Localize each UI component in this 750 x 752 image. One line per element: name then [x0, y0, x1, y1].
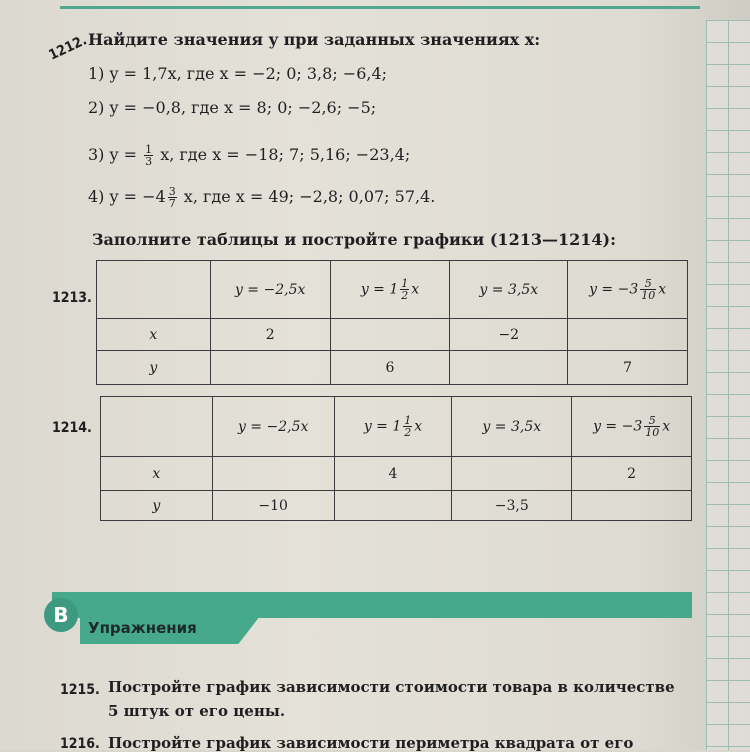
section-badge: B	[44, 598, 78, 632]
problem-number-1215: 1215.	[60, 682, 100, 698]
table-header: y = 3,5x	[452, 397, 572, 457]
problem-number-1213: 1213.	[52, 290, 92, 306]
table-1213	[96, 260, 688, 385]
row-label: y	[97, 351, 211, 385]
table-cell	[212, 457, 334, 491]
table-header: y = −2,5x	[210, 261, 330, 319]
problem-1215-line-1: Постройте график зависимости стоимости товара в количестве	[108, 678, 675, 696]
table-row	[101, 457, 692, 491]
row-label: y	[101, 491, 213, 521]
table-cell: 6	[330, 351, 450, 385]
table-cell	[210, 351, 330, 385]
table-cell	[572, 491, 692, 521]
table-row	[97, 351, 688, 385]
table-header: y = −3 $\frac{5}{10}$ x	[568, 261, 688, 319]
table-header: y = −3 $\frac{5}{10}$ x	[572, 397, 692, 457]
table-row	[101, 491, 692, 521]
table-cell	[334, 491, 452, 521]
problem-1212-title: Найдите значения y при заданных значениях x:	[88, 30, 541, 49]
top-rule	[60, 6, 700, 9]
table-cell: −10	[212, 491, 334, 521]
problem-1212-item-1: 1) y = 1,7x, где x = −2; 0; 3,8; −6,4;	[88, 64, 388, 83]
table-corner-cell	[101, 397, 213, 457]
table-row	[97, 319, 688, 351]
table-header: y = 1 $\frac{1}{2}$ x	[330, 261, 450, 319]
table-corner-cell	[97, 261, 211, 319]
problem-number-1212: 1212.	[46, 32, 90, 64]
fraction-one-third: $\frac{1}{3}$	[145, 143, 153, 168]
table-cell	[450, 351, 568, 385]
problem-number-1214: 1214.	[52, 420, 92, 436]
table-cell: 2	[210, 319, 330, 351]
fill-tables-caption: Заполните таблицы и постройте графики (1213—1214):	[92, 230, 616, 249]
row-label: x	[101, 457, 213, 491]
table-1214	[100, 396, 692, 521]
fraction-three-sevenths: $\frac{3}{7}$	[168, 185, 176, 210]
section-banner	[52, 592, 692, 618]
problem-1212-item-3: 3) y = $\frac{1}{3}$ x, где x = −18; 7; 5,16; −23,4;	[88, 143, 411, 168]
problem-1212-item-2: 2) y = −0,8, где x = 8; 0; −2,6; −5;	[88, 98, 377, 117]
table-cell	[568, 319, 688, 351]
row-label: x	[97, 319, 211, 351]
table-cell: 2	[572, 457, 692, 491]
table-cell	[330, 319, 450, 351]
table-cell: 4	[334, 457, 452, 491]
problem-1216-line-1: Постройте график зависимости периметра квадрата от его	[108, 734, 634, 752]
table-cell: 7	[568, 351, 688, 385]
section-title: Упражнения	[88, 619, 197, 637]
problem-1212-item-4: 4) y = −4 $\frac{3}{7}$ x, где x = 49; −2,8; 0,07; 57,4.	[88, 185, 436, 210]
adjacent-grid-page	[706, 20, 750, 750]
table-header: y = 3,5x	[450, 261, 568, 319]
table-header: y = 1 $\frac{1}{2}$ x	[334, 397, 452, 457]
table-cell	[452, 457, 572, 491]
problem-number-1216: 1216.	[60, 736, 100, 752]
table-cell: −3,5	[452, 491, 572, 521]
problem-1215-line-2: 5 штук от его цены.	[108, 702, 286, 720]
table-header: y = −2,5x	[212, 397, 334, 457]
table-cell: −2	[450, 319, 568, 351]
